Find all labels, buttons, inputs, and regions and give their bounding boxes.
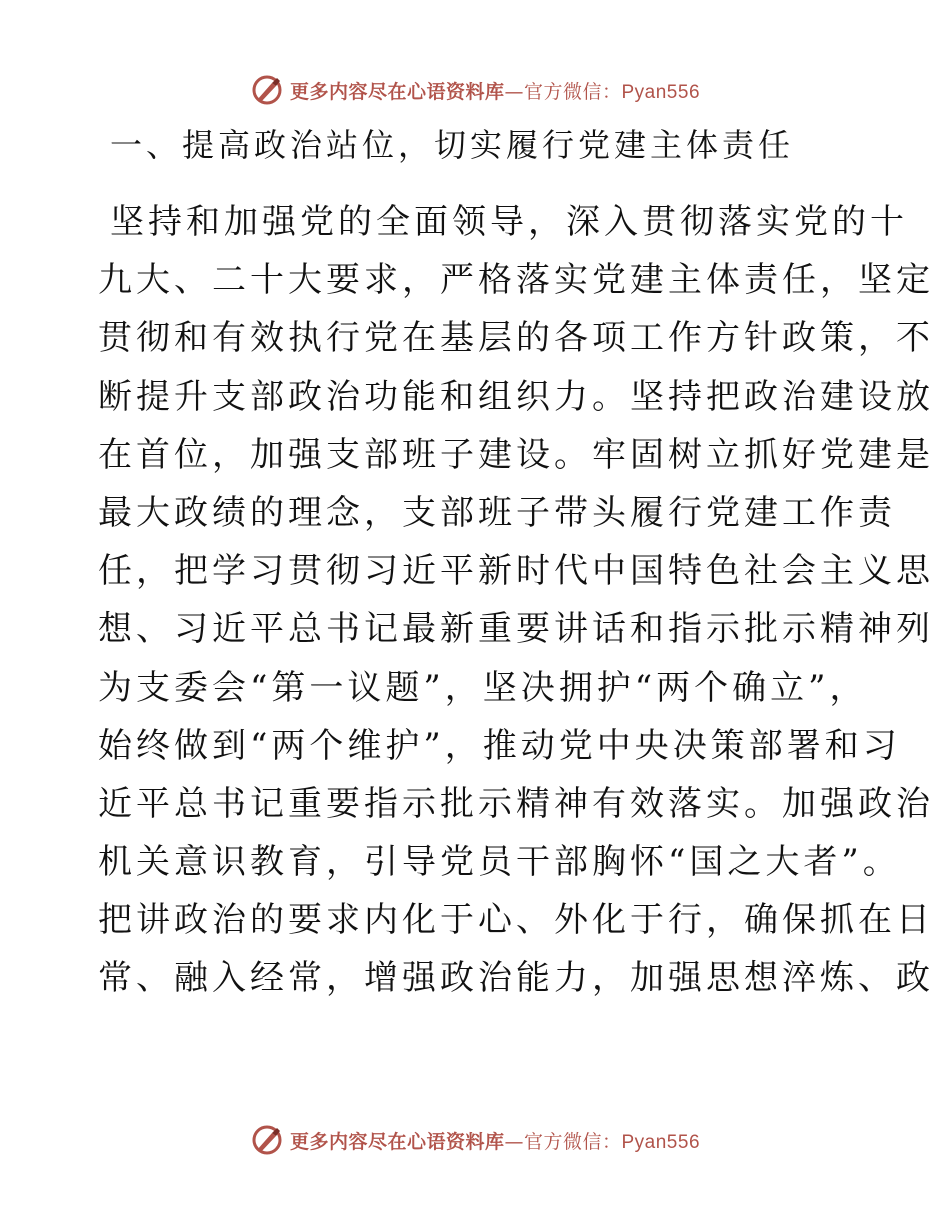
paragraph-line: 常、融入经常，增强政治能力，加强思想淬炼、政 (98, 958, 934, 999)
watermark-text (290, 1127, 700, 1154)
paragraph-line: 断提升支部政治功能和组织力。坚持把政治建设放 (98, 376, 934, 417)
paragraph-line: 九大、二十大要求，严格落实党建主体责任，坚定 (98, 260, 934, 301)
paragraph-line: 坚持和加强党的全面领导，深入贯彻落实党的十 (110, 202, 908, 242)
paragraph-line: 始终做到“两个维护”，推动党中央决策部署和习 (98, 725, 901, 766)
pen-circle-logo-icon (250, 73, 284, 107)
watermark-brand: Pyan556 (621, 1131, 701, 1153)
body-paragraph (98, 193, 934, 1008)
paragraph-line: 近平总书记重要指示批示精神有效落实。加强政治 (98, 783, 934, 824)
watermark-main: 更多内容尽在心语资料库 (289, 1130, 505, 1153)
watermark-label: 官方微信： (523, 1130, 622, 1153)
section-heading: 一、提高政治站位，切实履行党建主体责任 (110, 126, 795, 164)
paragraph-line: 贯彻和有效执行党在基层的各项工作方针政策，不 (98, 318, 934, 359)
paragraph-line: 机关意识教育，引导党员干部胸怀“国之大者”。 (98, 842, 901, 883)
watermark-main: 更多内容尽在心语资料库 (289, 80, 505, 103)
paragraph-line: 任，把学习贯彻习近平新时代中国特色社会主义思 (98, 551, 934, 592)
watermark-separator: — (504, 1130, 524, 1153)
paragraph-line: 把讲政治的要求内化于心、外化于行，确保抓在日 (98, 900, 934, 941)
watermark-separator: — (504, 80, 524, 103)
paragraph-line: 最大政绩的理念，支部班子带头履行党建工作责 (98, 492, 896, 533)
paragraph-line: 为支委会“第一议题”，坚决拥护“两个确立”， (98, 667, 868, 708)
watermark-footer (0, 1120, 950, 1160)
watermark-header (0, 70, 950, 110)
watermark-text (290, 77, 700, 104)
watermark-label: 官方微信： (523, 80, 622, 103)
watermark-brand: Pyan556 (621, 81, 701, 103)
pen-circle-logo-icon (250, 1123, 284, 1157)
paragraph-line: 在首位，加强支部班子建设。牢固树立抓好党建是 (98, 434, 934, 475)
paragraph-line: 想、习近平总书记最新重要讲话和指示批示精神列 (98, 609, 934, 650)
